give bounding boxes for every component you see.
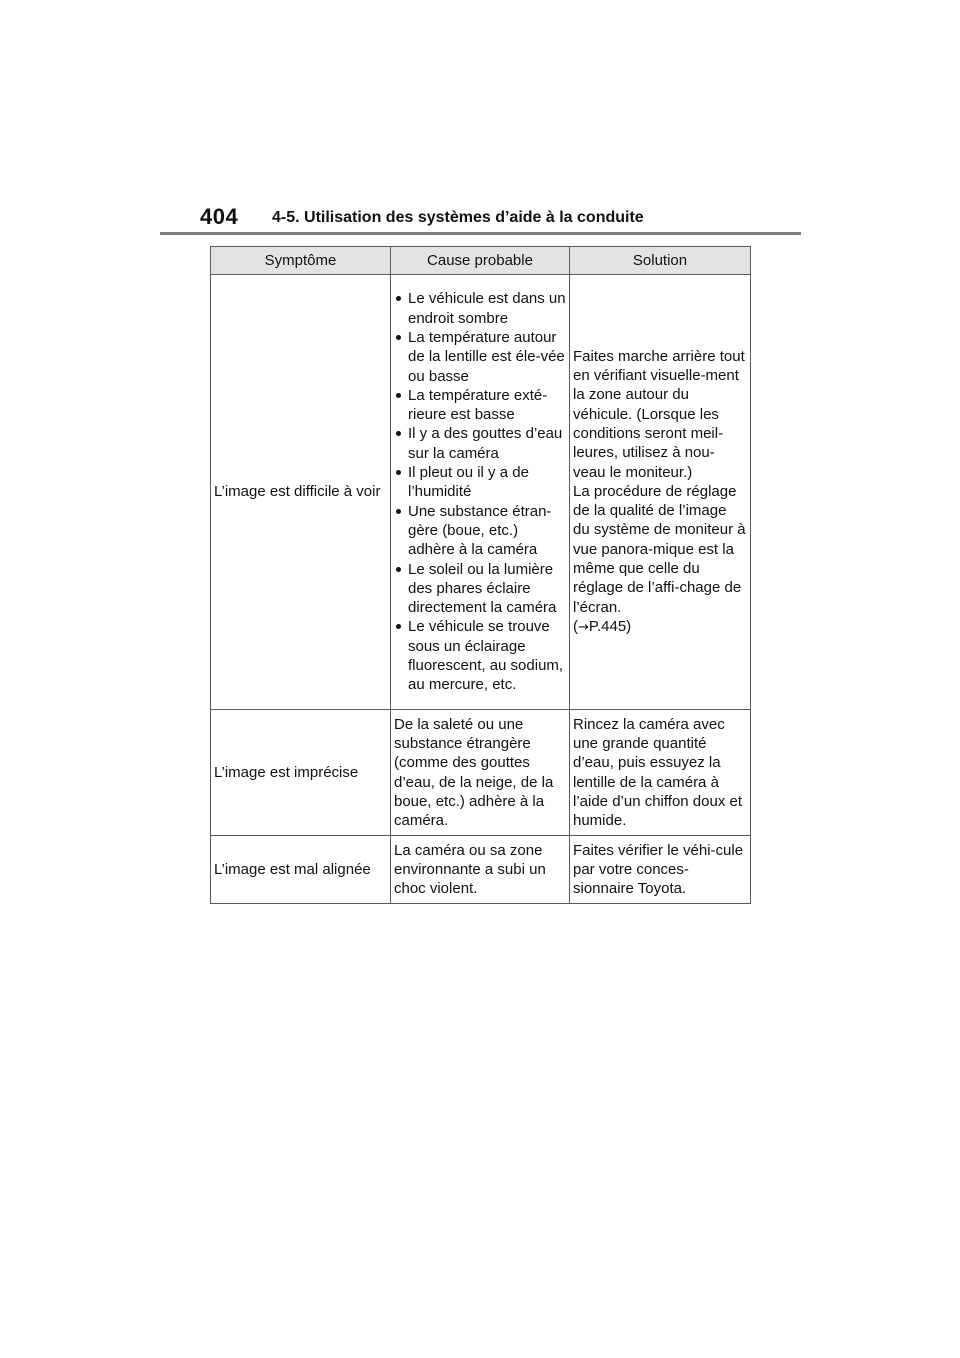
cause-cell: De la saleté ou une substance étrangère (comme des gouttes d’eau, de la neige, de la boue, etc.) adhère à la caméra. bbox=[391, 710, 570, 836]
solution-cell bbox=[570, 275, 751, 710]
solution-cell: Faites vérifier le véhi-cule par votre conces-sionnaire Toyota. bbox=[570, 836, 751, 904]
section-title: 4-5. Utilisation des systèmes d’aide à la conduite bbox=[272, 209, 644, 226]
column-header-cause: Cause probable bbox=[391, 247, 570, 275]
symptom-cell: L’image est mal alignée bbox=[211, 836, 391, 904]
troubleshooting-table bbox=[210, 246, 751, 904]
cause-item: Une substance étran-gère (boue, etc.) adhère à la caméra bbox=[394, 502, 566, 560]
column-header-symptom: Symptôme bbox=[211, 247, 391, 275]
cause-item: Le véhicule est dans un endroit sombre bbox=[394, 289, 566, 328]
page-number: 404 bbox=[200, 204, 239, 229]
cause-item: Il y a des gouttes d’eau sur la caméra bbox=[394, 424, 566, 463]
cause-item: Le véhicule se trouve sous un éclairage fluorescent, au sodium, au mercure, etc. bbox=[394, 617, 566, 694]
page-reference-text: P.445) bbox=[588, 617, 632, 635]
page-reference-paren: ( bbox=[573, 617, 578, 635]
cause-list bbox=[394, 289, 566, 694]
solution-text: La procédure de réglage de la qualité de l’image du système de moniteur à vue panora-mique est la même que celle du réglage de l’affi-chage de l’écran. bbox=[573, 482, 746, 616]
cause-cell bbox=[391, 275, 570, 710]
solution-cell: Rincez la caméra avec une grande quantité d’eau, puis essuyez la lentille de la caméra à l’aide d’un chiffon doux et humide. bbox=[570, 710, 751, 836]
cause-item: Le soleil ou la lumière des phares éclaire directement la caméra bbox=[394, 560, 566, 618]
arrow-right-icon: → bbox=[578, 619, 589, 635]
page-reference bbox=[573, 617, 747, 637]
cause-cell: La caméra ou sa zone environnante a subi un choc violent. bbox=[391, 836, 570, 904]
symptom-cell: L’image est difficile à voir bbox=[211, 275, 391, 710]
table-row bbox=[211, 275, 751, 710]
cause-item: La température exté-rieure est basse bbox=[394, 386, 566, 425]
solution-text: Faites marche arrière tout en vérifiant visuelle-ment la zone autour du véhicule. (Lorsque les conditions seront meil-leures, utilisez à nou-veau le moniteur.) bbox=[573, 347, 745, 481]
cause-item: Il pleut ou il y a de l’humidité bbox=[394, 463, 566, 502]
column-header-solution: Solution bbox=[570, 247, 751, 275]
table-row bbox=[211, 710, 751, 836]
table-row bbox=[211, 836, 751, 904]
header-rule bbox=[160, 232, 801, 235]
cause-item: La température autour de la lentille est éle-vée ou basse bbox=[394, 328, 566, 386]
table-header-row bbox=[211, 247, 751, 275]
symptom-cell: L’image est imprécise bbox=[211, 710, 391, 836]
